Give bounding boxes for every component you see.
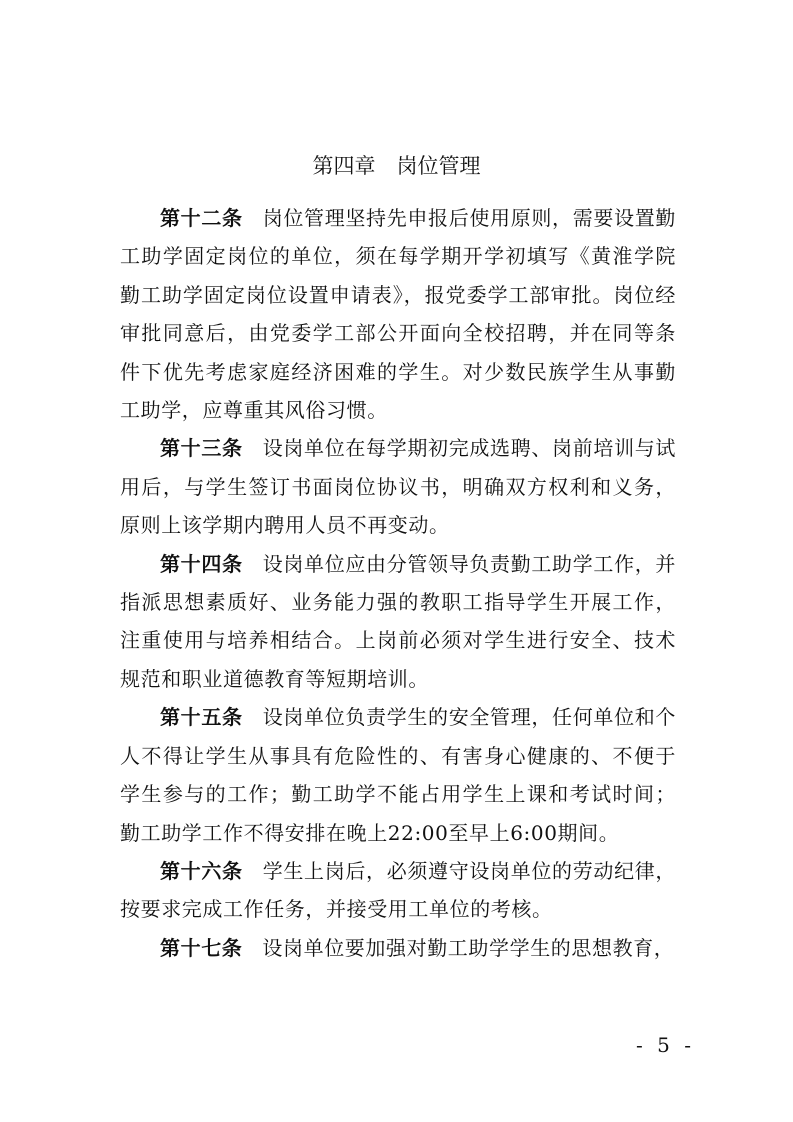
article-16 — [120, 852, 676, 929]
article-text: 设岗单位要加强对勤工助学学生的思想教育， — [262, 935, 675, 960]
article-label: 第十三条 — [160, 436, 243, 461]
article-14 — [120, 545, 676, 699]
article-label: 第十七条 — [160, 935, 243, 960]
article-text: 设岗单位负责学生的安全管理，任何单位和个人不得让学生从事具有危险性的、有害身心健康的、不便于学生参与的工作；勤工助学不能占用学生上课和考试时间；勤工助学工作不得安排在晚上22:00至早上6:00期间。 — [120, 705, 677, 845]
article-label: 第十二条 — [160, 206, 243, 230]
article-17 — [120, 929, 676, 967]
article-text: 设岗单位应由分管领导负责勤工助学工作，并指派思想素质好、业务能力强的教职工指导学生开展工作，注重使用与培养相结合。上岗前必须对学生进行安全、技术规范和职业道德教育等短期培训。 — [120, 551, 677, 691]
article-label: 第十四条 — [160, 551, 243, 576]
article-label: 第十六条 — [160, 858, 243, 883]
page-number: - 5 - — [636, 1033, 695, 1057]
article-text: 岗位管理坚持先申报后使用原则，需要设置勤工助学固定岗位的单位，须在每学期开学初填写《黄淮学院勤工助学固定岗位设置申请表》，报党委学工部审批。岗位经审批同意后，由党委学工部公开面向全校招聘，并在同等条件下优先考虑家庭经济困难的学生。对少数民族学生从事勤工助学，应尊重其风俗习惯。 — [120, 206, 677, 423]
chapter-title: 第四章 岗位管理 — [312, 154, 481, 178]
article-label: 第十五条 — [160, 705, 243, 730]
article-15 — [120, 698, 676, 852]
article-text: 设岗单位在每学期初完成选聘、岗前培训与试用后，与学生签订书面岗位协议书，明确双方权利和义务，原则上该学期内聘用人员不再变动。 — [120, 436, 677, 538]
article-12 — [120, 199, 676, 429]
document-body — [120, 199, 676, 967]
article-text: 学生上岗后，必须遵守设岗单位的劳动纪律，按要求完成工作任务，并接受用工单位的考核。 — [120, 858, 677, 922]
article-13 — [120, 429, 676, 544]
